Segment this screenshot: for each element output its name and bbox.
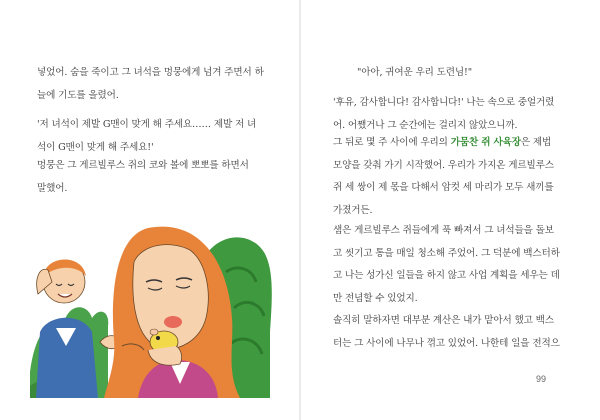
right-paragraph-5: 솔직히 말하자면 대부분 계산은 내가 맡아서 했고 백스 터는 그 사이에 나무나 꺾고 있었어. 나한테 일을 전적으 [333,315,560,349]
story-illustration [30,222,272,398]
right-paragraph-2: '후유, 감사합니다! 감사합니다!' 나는 속으로 중얼거렸 어. 어쨌거나 그 순간에는 걸리지 않았으니까. [333,97,555,131]
right-paragraph-1: "아아, 귀여운 우리 도련님!" [357,67,473,78]
left-paragraph-1: 넣었어. 숨을 죽이고 그 녀석을 멍뭉에게 넘겨 주면서 하 늘에 기도를 올렸어. [37,67,264,101]
right-page [300,0,600,420]
highlighted-phrase: 가뭄찬 쥐 사육장 [450,137,521,148]
left-paragraph-2: '저 녀석이 제발 G맨이 맞게 해 주세요…… 제발 저 녀 석이 G맨이 맞게 해 주세요!' [37,119,257,153]
boy-figure [36,259,122,398]
right-paragraph-4: 샘은 게르빌루스 쥐들에게 푹 빠져서 그 녀석들을 돌보 고 씻기고 통을 매일 청소해 주었어. 그 덕분에 백스터하 고 나는 성가신 일들을 하지 않고 사업 계획을 세우는 데 만 전념할 수 있었지. [333,225,560,304]
left-paragraph-3: 멍뭉은 그 게르빌루스 쥐의 코와 볼에 뽀뽀를 하면서 말했어. [37,160,249,194]
right-paragraph-3: 그 뒤로 몇 주 사이에 우리의 가뭄찬 쥐 사육장은 제법 모양을 갖춰 가기 시작했어. 우리가 가지온 게르빌루스 쥐 세 쌍이 제 몫을 다해서 암컷 세 마리가 모두 새끼를 가졌거든. [333,137,554,216]
page-number: 99 [536,374,547,384]
